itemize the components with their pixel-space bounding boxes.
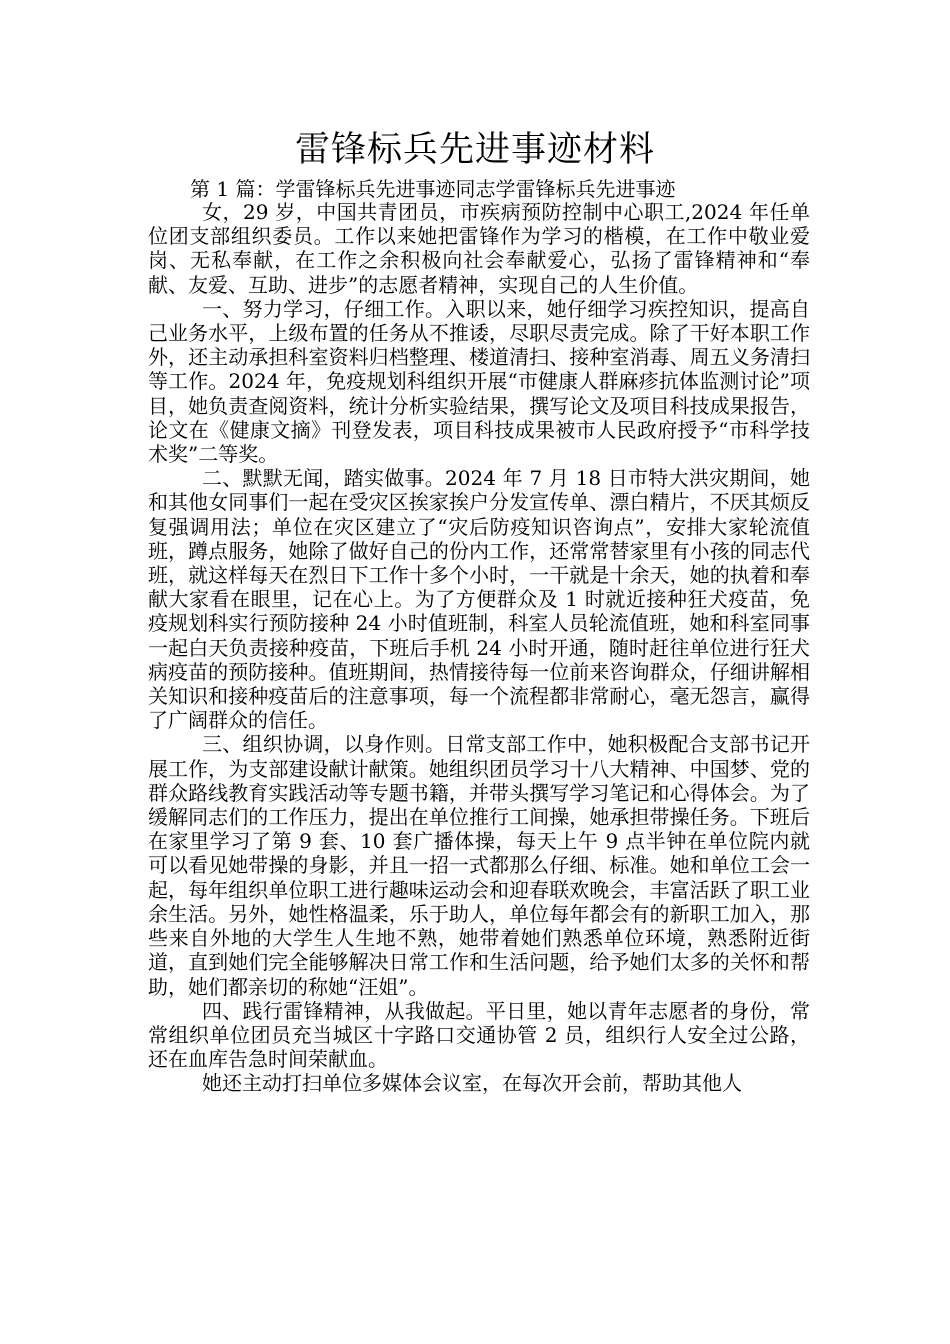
- document-subtitle: 第 1 篇：学雷锋标兵先进事迹同志学雷锋标兵先进事迹: [190, 177, 676, 201]
- paragraph-lei-feng-spirit: 四、践行雷锋精神，从我做起。平日里，她以青年志愿者的身份，常常组织单位团员充当城区十字路口交通协管 2 员，组织行人安全过公路，还在血库告急时间荣献血。: [148, 998, 810, 1072]
- paragraph-dedication: 二、默默无闻，踏实做事。2024 年 7 月 18 日市特大洪灾期间，她和其他女同事们一起在受灾区挨家挨户分发宣传单、漂白精片，不厌其烦反复强调用法；单位在灾区建立了“灾后防疫知识咨询点”，安排大家轮流值班，蹲点服务，她除了做好自己的份内工作，还常常替家里有小孩的同志代班，就这样每天在烈日下工作十多个小时，一干就是十余天，她的执着和奉献大家看在眼里，记在心上。为了方便群众及 1 时就近接种狂犬疫苗，免疫规划科实行预防接种 24 小时值班制，科室人员轮流值班，她和科室同事一起白天负责接种疫苗，下班后手机 24 小时开通，随时赶往单位进行狂犬病疫苗的预防接种。值班期间，热情接待每一位前来咨询群众，仔细讲解相关知识和接种疫苗后的注意事项，每一个流程都非常耐心，毫无怨言，赢得了广阔群众的信任。: [148, 466, 810, 733]
- document-title: 雷锋标兵先进事迹材料: [294, 130, 655, 170]
- paragraph-organization: 三、组织协调，以身作则。日常支部工作中，她积极配合支部书记开展工作，为支部建设献计献策。她组织团员学习十八大精神、中国梦、党的群众路线教育实践活动等专题书籍，并带头撰写学习笔记和心得体会。为了缓解同志们的工作压力，提出在单位推行工间操，她承担带操任务。下班后在家里学习了第 9 套、10 套广播体操，每天上午 9 点半钟在单位院内就可以看见她带操的身影，并且一招一式都那么仔细、标准。她和单位工会一起，每年组织单位职工进行趣味运动会和迎春联欢晚会，丰富活跃了职工业余生活。另外，她性格温柔，乐于助人，单位每年都会有的新职工加入，那些来自外地的大学生人生地不熟，她带着她们熟悉单位环境，熟悉附近街道，直到她们完全能够解决日常工作和生活问题，给予她们太多的关怀和帮助，她们都亲切的称她“汪姐”。: [148, 732, 810, 999]
- paragraph-study: 一、努力学习，仔细工作。入职以来，她仔细学习疾控知识，提高自己业务水平，上级布置的任务从不推诿，尽职尽责完成。除了干好本职工作外，还主动承担科室资料归档整理、楼道清扫、接种室消毒、周五义务清扫等工作。2024 年，免疫规划科组织开展“市健康人群麻疹抗体监测讨论”项目，她负责查阅资料，统计分析实验结果，撰写论文及项目科技成果报告，论文在《健康文摘》刊登发表，项目科技成果被市人民政府授予“市科学技术奖”二等奖。: [148, 296, 810, 467]
- paragraph-continued: 她还主动打扫单位多媒体会议室，在每次开会前，帮助其他人: [202, 1071, 742, 1096]
- document-body: [148, 200, 810, 1096]
- paragraph-intro: 女，29 岁，中国共青团员，市疾病预防控制中心职工,2024 年任单位团支部组织委员。工作以来她把雷锋作为学习的楷模，在工作中敬业爱岗、无私奉献，在工作之余积极向社会奉献爱心，弘扬了雷锋精神和“奉献、友爱、互助、进步”的志愿者精神，实现自己的人生价值。: [148, 200, 810, 297]
